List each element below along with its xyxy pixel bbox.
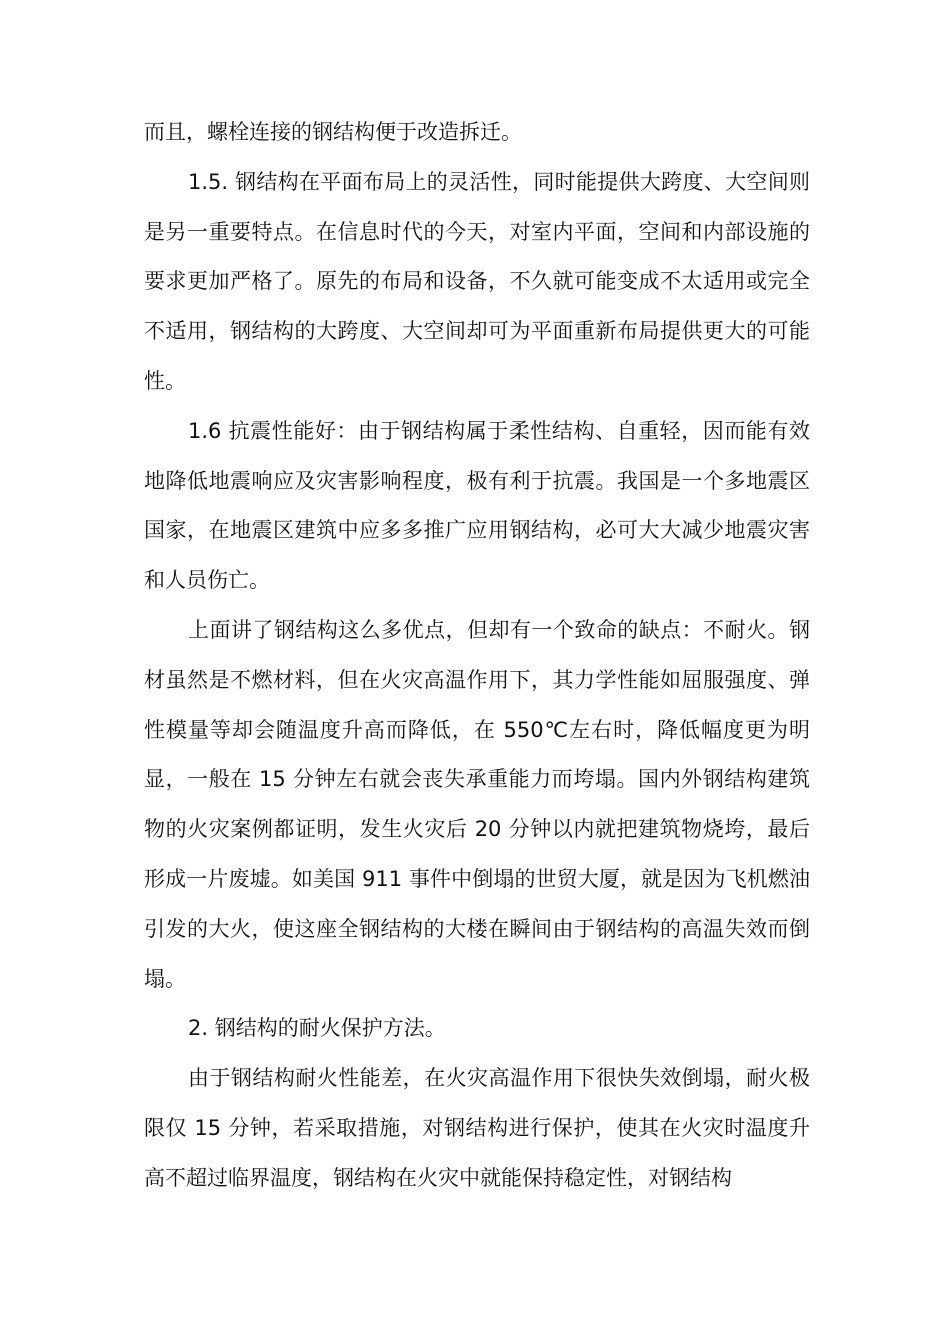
paragraph-section-1-6: 1.6 抗震性能好：由于钢结构属于柔性结构、自重轻，因而能有效地降低地震响应及灾害影响程度，极有利于抗震。我国是一个多地震区国家，在地震区建筑中应多多推广应用钢结构，必可大大减少地震灾害和人员伤亡。 [144, 418, 810, 593]
paragraph-fire-weakness: 上面讲了钢结构这么多优点，但却有一个致命的缺点：不耐火。钢材虽然是不燃材料，但在火灾高温作用下，其力学性能如屈服强度、弹性模量等却会随温度升高而降低，在 550℃左右时，降低幅度更为明显，一般在 15 分钟左右就会丧失承重能力而垮塌。国内外钢结构建筑物的火灾案例都证明，发生火灾后 20 分钟以内就把建筑物烧垮，最后形成一片废墟。如美国 911 事件中倒塌的世贸大厦，就是因为飞机燃油引发的大火，使这座全钢结构的大楼在瞬间由于钢结构的高温失效而倒塌。 [144, 617, 810, 991]
paragraph-fire-protection: 由于钢结构耐火性能差，在火灾高温作用下很快失效倒塌，耐火极限仅 15 分钟，若采取措施，对钢结构进行保护，使其在火灾时温度升高不超过临界温度，钢结构在火灾中就能保持稳定性，对钢结构 [144, 1066, 810, 1190]
paragraph-section-1-5: 1.5. 钢结构在平面布局上的灵活性，同时能提供大跨度、大空间则是另一重要特点。在信息时代的今天，对室内平面，空间和内部设施的要求更加严格了。原先的布局和设备，不久就可能变成不太适用或完全不适用，钢结构的大跨度、大空间却可为平面重新布局提供更大的可能性。 [144, 169, 810, 393]
paragraph-continuation: 而且，螺栓连接的钢结构便于改造拆迁。 [144, 120, 522, 144]
document-body [144, 108, 810, 1204]
section-heading-2: 2. 钢结构的耐火保护方法。 [188, 1016, 446, 1041]
